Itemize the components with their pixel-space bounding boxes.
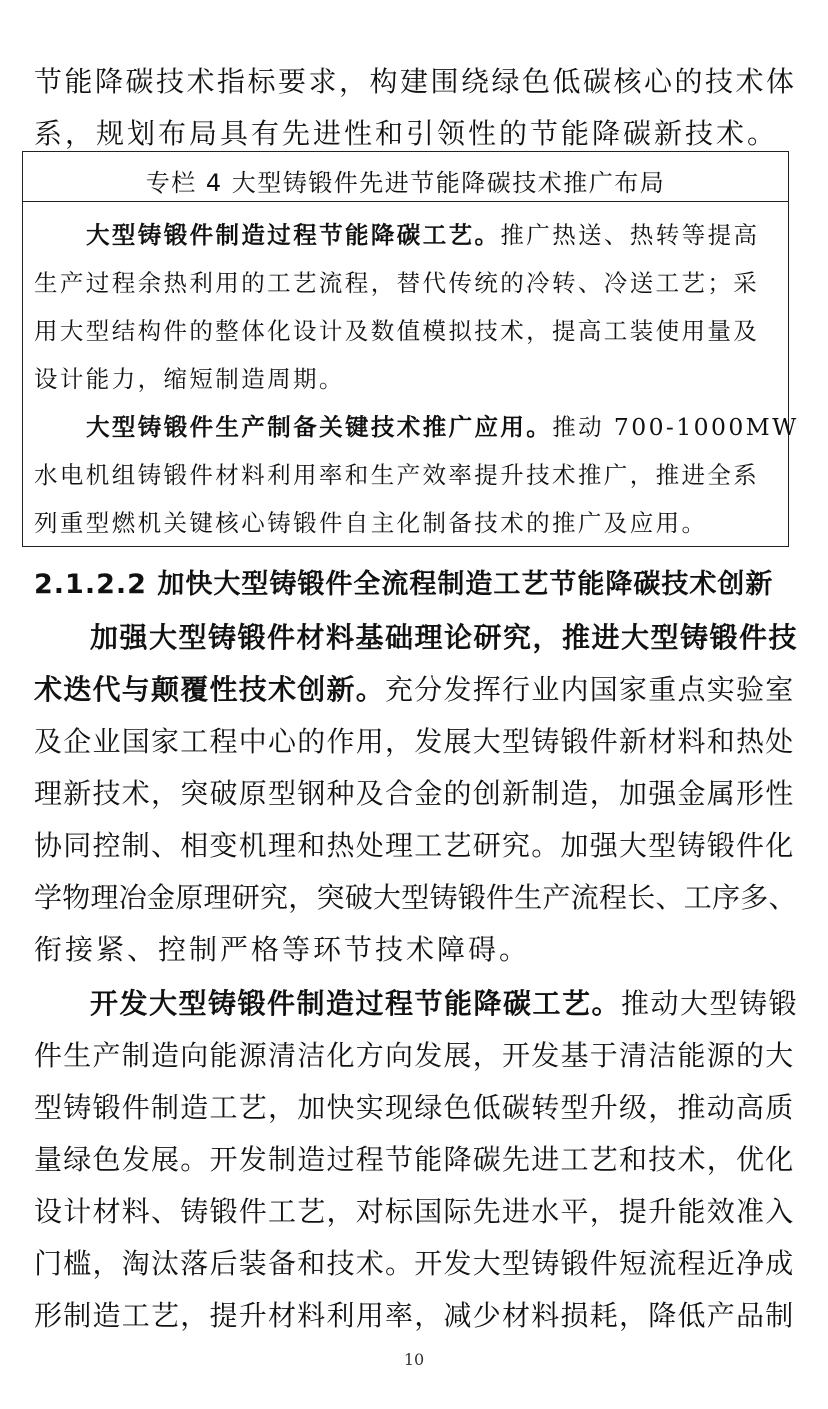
- para-1-line-3: 及企业国家工程中心的作用，发展大型铸锻件新材料和热处: [34, 725, 795, 758]
- box-divider: [23, 201, 788, 202]
- para-2-line-6: 门槛，淘汰落后装备和技术。开发大型铸锻件短流程近净成: [34, 1247, 795, 1280]
- section-heading: 2.1.2.2 加快大型铸锻件全流程制造工艺节能降碳技术创新: [34, 569, 774, 600]
- box-item-1-heading: 大型铸锻件制造过程节能降碳工艺。: [86, 221, 501, 249]
- para-1-line-4: 理新技术，突破原型钢种及合金的创新制造，加强金属形性: [34, 777, 795, 810]
- para-1-bold-line-1: 加强大型铸锻件材料基础理论研究，推进大型铸锻件技: [90, 621, 799, 654]
- para-2-text-line-1: 推动大型铸锻: [621, 987, 799, 1020]
- para-2-line-1: [90, 982, 798, 1022]
- para-1-line-7: 衔接紧、控制严格等环节技术障碍。: [34, 933, 531, 966]
- box-item-2-line-2: 水电机组铸锻件材料利用率和生产效率提升技术推广，推进全系: [34, 461, 760, 489]
- box-item-2-first-line: [86, 408, 799, 442]
- box-item-1-line-3: 用大型结构件的整体化设计及数值模拟技术，提高工装使用量及: [34, 317, 760, 345]
- box-item-2-text: 推动 700-1000MW: [552, 413, 799, 441]
- para-1-text-line-2: 充分发挥行业内国家重点实验室: [385, 673, 795, 706]
- box-item-2-heading: 大型铸锻件生产制备关键技术推广应用。: [86, 413, 553, 441]
- box-item-2-line-3: 列重型燃机关键核心铸锻件自主化制备技术的推广及应用。: [34, 509, 708, 537]
- box-item-1-first-line: [86, 216, 759, 250]
- page-number: 10: [403, 1350, 425, 1369]
- para-1-line-2: [34, 668, 795, 708]
- para-2-line-2: 件生产制造向能源清洁化方向发展，开发基于清洁能源的大: [34, 1039, 795, 1072]
- para-1-bold-line-2: 术迭代与颠覆性技术创新。: [34, 673, 386, 706]
- box-title: 专栏 4 大型铸锻件先进节能降碳技术推广布局: [145, 169, 666, 197]
- box-item-1-text: 推广热送、热转等提高: [500, 221, 760, 249]
- para-2-line-3: 型铸锻件制造工艺，加快实现绿色低碳转型升级，推动高质: [34, 1091, 795, 1124]
- box-item-1-line-4: 设计能力，缩短制造周期。: [34, 365, 345, 393]
- para-2-line-5: 设计材料、铸锻件工艺，对标国际先进水平，提升能效准入: [34, 1195, 795, 1228]
- intro-line-2: 系，规划布局具有先进性和引领性的节能降碳新技术。: [34, 117, 779, 150]
- box-item-1-line-2: 生产过程余热利用的工艺流程，替代传统的冷转、冷送工艺；采: [34, 269, 760, 297]
- intro-line-1: 节能降碳技术指标要求，构建围绕绿色低碳核心的技术体: [34, 65, 797, 98]
- para-1-line-6: 学物理冶金原理研究，突破大型铸锻件生产流程长、工序多、: [34, 881, 797, 914]
- para-2-bold-heading: 开发大型铸锻件制造过程节能降碳工艺。: [90, 987, 622, 1020]
- para-1-line-5: 协同控制、相变机理和热处理工艺研究。加强大型铸锻件化: [34, 829, 795, 862]
- para-2-line-7: 形制造工艺，提升材料利用率，减少材料损耗，降低产品制: [34, 1299, 795, 1332]
- para-2-line-4: 量绿色发展。开发制造过程节能降碳先进工艺和技术，优化: [34, 1143, 795, 1176]
